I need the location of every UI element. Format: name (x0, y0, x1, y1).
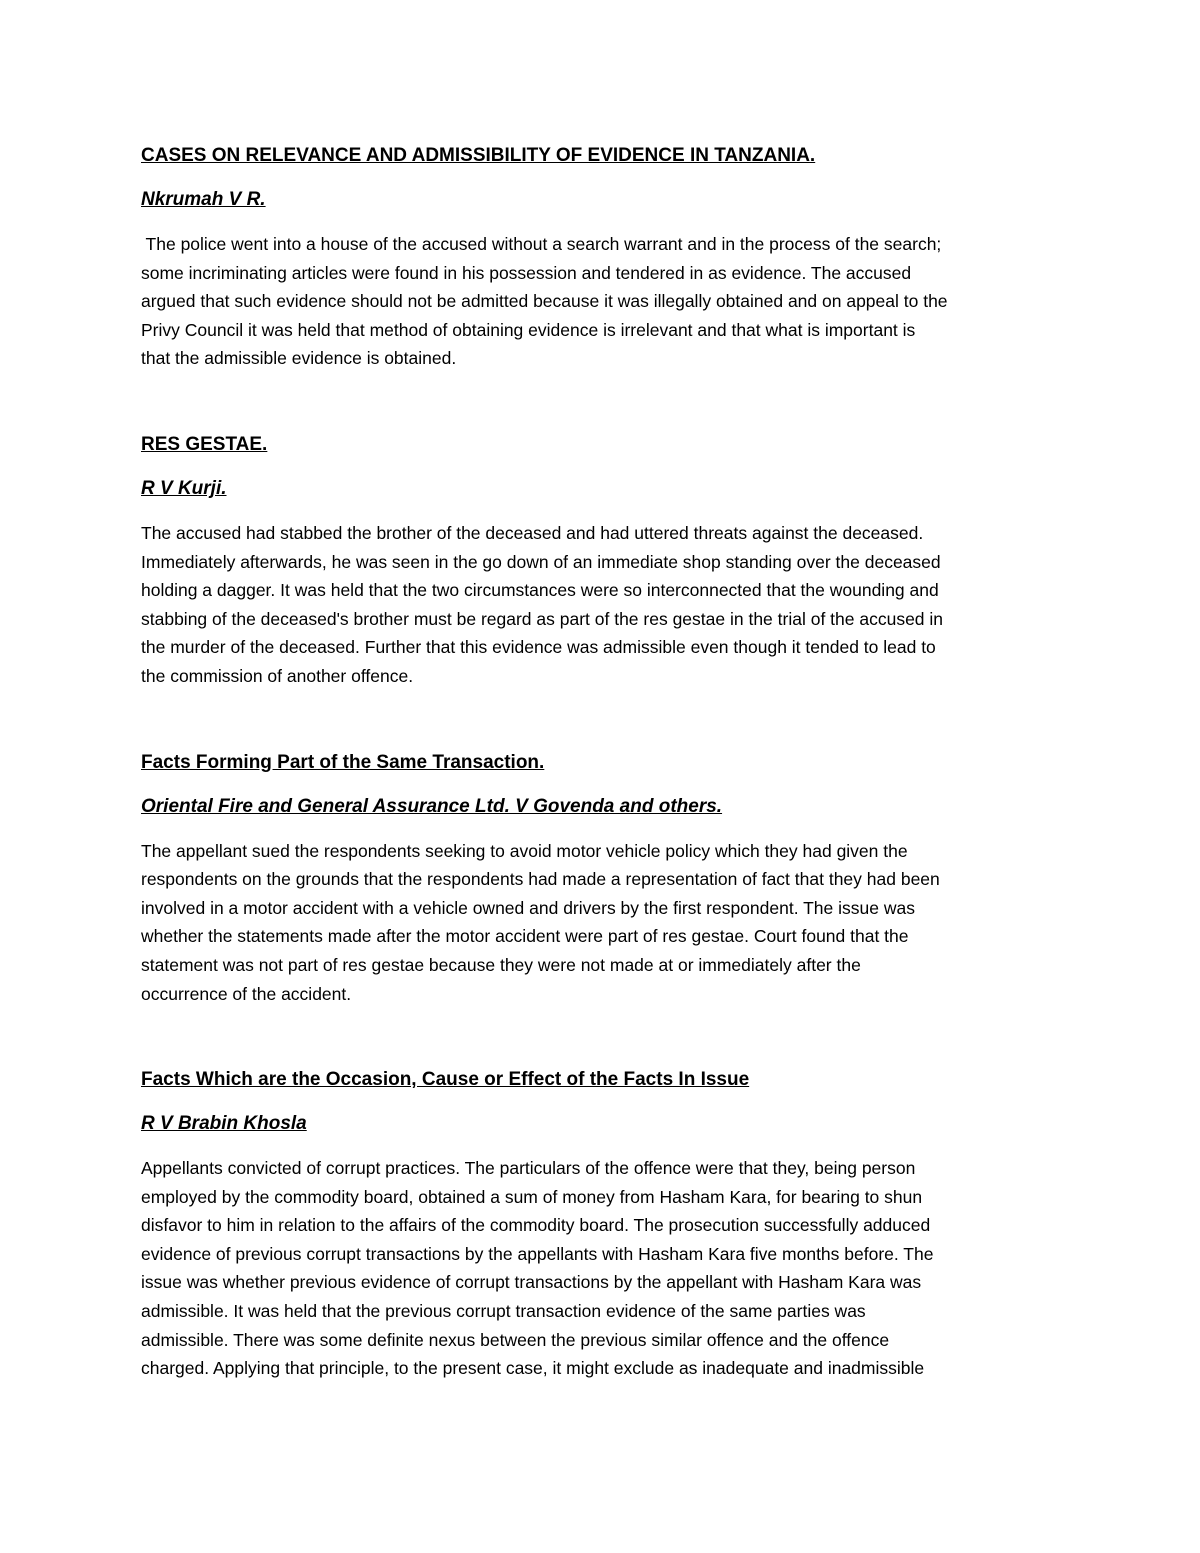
document-page (141, 140, 1061, 1383)
text-line: employed by the commodity board, obtained a sum of money from Hasham Kara, for bearing to shun (141, 1186, 923, 1207)
text-line: involved in a motor accident with a vehicle owned and drivers by the first respondent. The issue was (141, 897, 915, 918)
text-line: some incriminating articles were found in his possession and tendered in as evidence. The accused (141, 262, 912, 283)
case-summary (141, 837, 1061, 1009)
text-line: statement was not part of res gestae because they were not made at or immediately after the (141, 954, 861, 975)
text-line: the commission of another offence. (141, 665, 414, 686)
case-summary (141, 519, 1061, 691)
text-line: issue was whether previous evidence of corrupt transactions by the appellant with Hasham Kara was (141, 1272, 922, 1293)
section-res-gestae (141, 429, 1061, 691)
text-line: stabbing of the deceased's brother must be regard as part of the res gestae in the trial of the accused in (141, 608, 944, 629)
case-name: R V Kurji. (141, 477, 227, 499)
text-line: that the admissible evidence is obtained. (141, 348, 457, 369)
text-line: Appellants convicted of corrupt practices. The particulars of the offence were that they, being person (141, 1158, 916, 1179)
text-line: occurrence of the accident. (141, 983, 352, 1004)
text-line: Privy Council it was held that method of obtaining evidence is irrelevant and that what is important is (141, 319, 916, 340)
text-line: The accused had stabbed the brother of the deceased and had uttered threats against the deceased. (141, 522, 924, 543)
text-line: argued that such evidence should not be admitted because it was illegally obtained and on appeal to the (141, 291, 948, 312)
text-line: admissible. There was some definite nexus between the previous similar offence and the offence (141, 1329, 890, 1350)
text-line: whether the statements made after the motor accident were part of res gestae. Court found that the (141, 926, 909, 947)
section-heading: Facts Which are the Occasion, Cause or Effect of the Facts In Issue (141, 1069, 750, 1091)
text-line: charged. Applying that principle, to the present case, it might exclude as inadequate and inadmissible (141, 1358, 925, 1379)
case-name: R V Brabin Khosla (141, 1113, 307, 1135)
section-heading: Facts Forming Part of the Same Transaction. (141, 751, 545, 773)
case-name: Nkrumah V R. (141, 189, 266, 210)
document-title: CASES ON RELEVANCE AND ADMISSIBILITY OF EVIDENCE IN TANZANIA. (141, 145, 816, 166)
text-line: The appellant sued the respondents seeking to avoid motor vehicle policy which they had given the (141, 840, 908, 861)
case-summary (141, 230, 1061, 373)
text-line: the murder of the deceased. Further that this evidence was admissible even though it tended to lead to (141, 637, 936, 658)
text-line: admissible. It was held that the previous corrupt transaction evidence of the same parties was (141, 1301, 866, 1322)
text-line: disfavor to him in relation to the affairs of the commodity board. The prosecution successfully adduced (141, 1215, 931, 1236)
text-line: respondents on the grounds that the respondents had made a representation of fact that they had been (141, 869, 940, 890)
section-relevance (141, 140, 1061, 373)
section-same-transaction (141, 747, 1061, 1009)
text-line: Immediately afterwards, he was seen in the go down of an immediate shop standing over the deceased (141, 551, 941, 572)
section-occasion-cause-effect (141, 1064, 1061, 1383)
case-summary (141, 1154, 1061, 1383)
case-name: Oriental Fire and General Assurance Ltd. V Govenda and others. (141, 795, 723, 817)
text-line: evidence of previous corrupt transactions by the appellants with Hasham Kara five months before. The (141, 1243, 934, 1264)
section-heading: RES GESTAE. (141, 433, 268, 455)
text-line: The police went into a house of the accused without a search warrant and in the process of the search; (141, 234, 942, 254)
text-line: holding a dagger. It was held that the two circumstances were so interconnected that the wounding and (141, 580, 939, 601)
